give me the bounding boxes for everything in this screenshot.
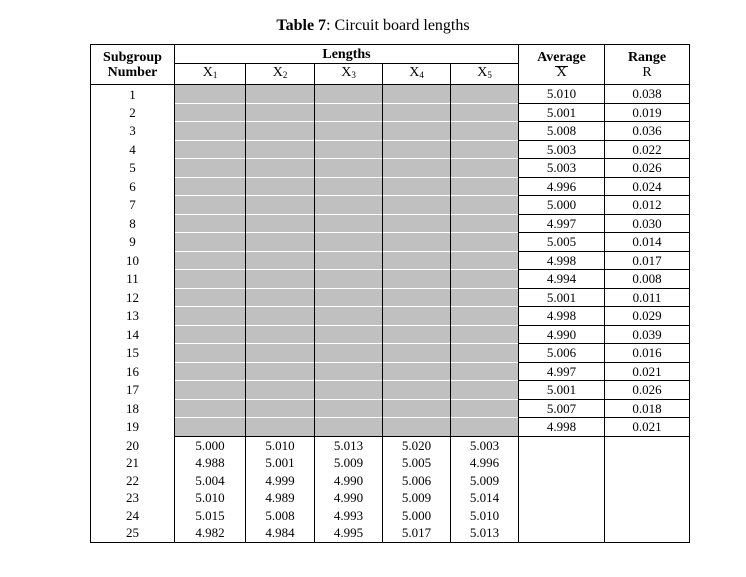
shaded-cell	[175, 251, 246, 270]
shaded-cell	[315, 307, 383, 326]
shaded-cell	[315, 177, 383, 196]
subgroup-number: 18	[91, 399, 175, 418]
shaded-cell	[246, 159, 315, 178]
shaded-cell	[315, 122, 383, 141]
shaded-cell	[246, 381, 315, 400]
shaded-cell	[315, 233, 383, 252]
average-value: 5.001	[519, 288, 605, 307]
shaded-cell	[315, 344, 383, 363]
table-row	[91, 177, 690, 196]
range-header: Range R	[605, 45, 690, 85]
shaded-cell	[451, 418, 519, 437]
shaded-cell	[315, 140, 383, 159]
circuit-board-table	[90, 44, 690, 543]
subgroup-number: 17	[91, 381, 175, 400]
average-value	[519, 489, 605, 507]
average-value: 4.998	[519, 307, 605, 326]
shaded-cell	[246, 122, 315, 141]
shaded-cell	[315, 288, 383, 307]
length-value: 4.989	[246, 489, 315, 507]
caption-label: Table 7	[276, 17, 327, 34]
table-row	[91, 524, 690, 542]
average-value: 4.998	[519, 418, 605, 437]
shaded-cell	[451, 251, 519, 270]
table-row	[91, 325, 690, 344]
length-value: 4.999	[246, 472, 315, 490]
range-value: 0.021	[605, 418, 690, 437]
average-value: 5.001	[519, 381, 605, 400]
shaded-cell	[246, 103, 315, 122]
average-value: 5.010	[519, 85, 605, 104]
length-value: 5.008	[246, 507, 315, 525]
shaded-cell	[175, 418, 246, 437]
range-value: 0.012	[605, 196, 690, 215]
shaded-cell	[383, 381, 451, 400]
shaded-cell	[246, 288, 315, 307]
average-value	[519, 436, 605, 454]
table-row	[91, 362, 690, 381]
shaded-cell	[175, 270, 246, 289]
shaded-cell	[175, 288, 246, 307]
range-value: 0.017	[605, 251, 690, 270]
average-value: 5.003	[519, 140, 605, 159]
shaded-cell	[175, 103, 246, 122]
shaded-cell	[451, 270, 519, 289]
shaded-cell	[315, 418, 383, 437]
length-value: 5.010	[246, 436, 315, 454]
range-value: 0.030	[605, 214, 690, 233]
length-value: 5.013	[451, 524, 519, 542]
shaded-cell	[246, 251, 315, 270]
table-row	[91, 288, 690, 307]
shaded-cell	[451, 140, 519, 159]
table-row	[91, 270, 690, 289]
length-value: 5.005	[383, 454, 451, 472]
table-row	[91, 140, 690, 159]
average-value	[519, 507, 605, 525]
table-row	[91, 418, 690, 437]
shaded-cell	[383, 196, 451, 215]
range-value: 0.038	[605, 85, 690, 104]
shaded-cell	[383, 214, 451, 233]
length-value: 4.984	[246, 524, 315, 542]
subgroup-number: 21	[91, 454, 175, 472]
range-value: 0.022	[605, 140, 690, 159]
average-value: 4.998	[519, 251, 605, 270]
shaded-cell	[175, 177, 246, 196]
average-value: 4.997	[519, 362, 605, 381]
table-row	[91, 251, 690, 270]
length-value: 5.000	[383, 507, 451, 525]
length-value: 5.010	[175, 489, 246, 507]
average-value: 4.996	[519, 177, 605, 196]
shaded-cell	[383, 399, 451, 418]
shaded-cell	[246, 362, 315, 381]
average-value: 5.003	[519, 159, 605, 178]
shaded-cell	[246, 399, 315, 418]
shaded-cell	[175, 307, 246, 326]
length-value: 5.009	[383, 489, 451, 507]
subgroup-number: 10	[91, 251, 175, 270]
length-value: 4.990	[315, 472, 383, 490]
shaded-cell	[315, 270, 383, 289]
table-row	[91, 489, 690, 507]
range-value: 0.024	[605, 177, 690, 196]
subgroup-number: 8	[91, 214, 175, 233]
length-value: 5.020	[383, 436, 451, 454]
shaded-cell	[175, 159, 246, 178]
subgroup-number: 19	[91, 418, 175, 437]
subgroup-number: 6	[91, 177, 175, 196]
table-row	[91, 159, 690, 178]
length-value: 5.013	[315, 436, 383, 454]
average-value: 4.994	[519, 270, 605, 289]
length-value: 4.996	[451, 454, 519, 472]
length-value: 5.004	[175, 472, 246, 490]
shaded-cell	[451, 288, 519, 307]
shaded-cell	[246, 214, 315, 233]
shaded-cell	[383, 325, 451, 344]
range-value: 0.018	[605, 399, 690, 418]
range-value: 0.026	[605, 159, 690, 178]
shaded-cell	[451, 307, 519, 326]
table-row	[91, 344, 690, 363]
shaded-cell	[451, 325, 519, 344]
range-value	[605, 454, 690, 472]
table-row	[91, 436, 690, 454]
shaded-cell	[451, 159, 519, 178]
shaded-cell	[246, 196, 315, 215]
length-value: 4.990	[315, 489, 383, 507]
length-value: 5.003	[451, 436, 519, 454]
table-row	[91, 472, 690, 490]
table-row	[91, 307, 690, 326]
subgroup-header: Subgroup Number	[91, 45, 175, 85]
shaded-cell	[383, 418, 451, 437]
range-value: 0.008	[605, 270, 690, 289]
x3-header: $X_3$	[315, 64, 383, 85]
shaded-cell	[246, 140, 315, 159]
shaded-cell	[315, 103, 383, 122]
table-row	[91, 196, 690, 215]
subgroup-number: 11	[91, 270, 175, 289]
range-value: 0.011	[605, 288, 690, 307]
shaded-cell	[315, 85, 383, 104]
range-value	[605, 524, 690, 542]
shaded-cell	[246, 325, 315, 344]
shaded-cell	[315, 159, 383, 178]
length-value: 4.995	[315, 524, 383, 542]
average-value: 5.001	[519, 103, 605, 122]
shaded-cell	[451, 399, 519, 418]
subgroup-number: 3	[91, 122, 175, 141]
x-bar-symbol: X	[556, 64, 567, 80]
range-value	[605, 489, 690, 507]
shaded-cell	[246, 344, 315, 363]
table-row	[91, 233, 690, 252]
subgroup-number: 13	[91, 307, 175, 326]
subgroup-number: 2	[91, 103, 175, 122]
table-row	[91, 122, 690, 141]
length-value: 5.015	[175, 507, 246, 525]
x4-header: $X_4$	[383, 64, 451, 85]
shaded-cell	[451, 103, 519, 122]
average-value: 5.000	[519, 196, 605, 215]
length-value: 5.009	[451, 472, 519, 490]
shaded-cell	[383, 177, 451, 196]
shaded-cell	[383, 362, 451, 381]
shaded-cell	[383, 159, 451, 178]
length-value: 4.993	[315, 507, 383, 525]
length-value: 5.010	[451, 507, 519, 525]
x2-header: $X_2$	[246, 64, 315, 85]
subgroup-number: 9	[91, 233, 175, 252]
table-row	[91, 454, 690, 472]
shaded-cell	[315, 214, 383, 233]
shaded-cell	[383, 122, 451, 141]
table-row	[91, 381, 690, 400]
range-value: 0.019	[605, 103, 690, 122]
subgroup-number: 16	[91, 362, 175, 381]
shaded-cell	[175, 85, 246, 104]
subgroup-number: 15	[91, 344, 175, 363]
length-value: 5.017	[383, 524, 451, 542]
shaded-cell	[383, 85, 451, 104]
table-caption	[0, 16, 746, 36]
shaded-cell	[451, 233, 519, 252]
average-value: 4.990	[519, 325, 605, 344]
shaded-cell	[315, 251, 383, 270]
table-row	[91, 103, 690, 122]
average-value: 5.005	[519, 233, 605, 252]
x1-header: $X_1$	[175, 64, 246, 85]
subgroup-number: 4	[91, 140, 175, 159]
subgroup-number: 23	[91, 489, 175, 507]
subgroup-number: 20	[91, 436, 175, 454]
length-value: 5.014	[451, 489, 519, 507]
lengths-header: Lengths	[175, 45, 519, 64]
shaded-cell	[175, 233, 246, 252]
shaded-cell	[246, 233, 315, 252]
shaded-cell	[246, 418, 315, 437]
shaded-cell	[451, 381, 519, 400]
shaded-cell	[315, 381, 383, 400]
shaded-cell	[315, 399, 383, 418]
shaded-cell	[175, 362, 246, 381]
shaded-cell	[451, 122, 519, 141]
length-value: 5.006	[383, 472, 451, 490]
shaded-cell	[451, 344, 519, 363]
shaded-cell	[383, 140, 451, 159]
shaded-cell	[451, 196, 519, 215]
subgroup-number: 24	[91, 507, 175, 525]
length-value: 5.001	[246, 454, 315, 472]
length-value: 5.009	[315, 454, 383, 472]
average-value: 4.997	[519, 214, 605, 233]
range-value: 0.014	[605, 233, 690, 252]
range-value	[605, 472, 690, 490]
shaded-cell	[315, 325, 383, 344]
shaded-cell	[451, 177, 519, 196]
shaded-cell	[315, 362, 383, 381]
shaded-cell	[175, 399, 246, 418]
length-value: 4.982	[175, 524, 246, 542]
subgroup-number: 14	[91, 325, 175, 344]
shaded-cell	[383, 307, 451, 326]
range-value: 0.039	[605, 325, 690, 344]
range-value: 0.029	[605, 307, 690, 326]
length-value: 4.988	[175, 454, 246, 472]
x5-header: $X_5$	[451, 64, 519, 85]
table-row	[91, 507, 690, 525]
average-value	[519, 454, 605, 472]
shaded-cell	[246, 85, 315, 104]
subgroup-number: 25	[91, 524, 175, 542]
shaded-cell	[175, 344, 246, 363]
shaded-cell	[315, 196, 383, 215]
average-value	[519, 524, 605, 542]
subgroup-number: 12	[91, 288, 175, 307]
shaded-cell	[383, 251, 451, 270]
range-value: 0.036	[605, 122, 690, 141]
shaded-cell	[383, 344, 451, 363]
range-value	[605, 436, 690, 454]
shaded-cell	[175, 214, 246, 233]
shaded-cell	[383, 233, 451, 252]
average-value: 5.008	[519, 122, 605, 141]
shaded-cell	[175, 122, 246, 141]
table-row	[91, 399, 690, 418]
shaded-cell	[383, 103, 451, 122]
range-value: 0.026	[605, 381, 690, 400]
table-row	[91, 214, 690, 233]
shaded-cell	[246, 307, 315, 326]
average-header: Average X	[519, 45, 605, 85]
shaded-cell	[451, 362, 519, 381]
shaded-cell	[246, 270, 315, 289]
length-value: 5.000	[175, 436, 246, 454]
shaded-cell	[383, 288, 451, 307]
subgroup-number: 22	[91, 472, 175, 490]
caption-text: : Circuit board lengths	[326, 17, 470, 34]
shaded-cell	[175, 196, 246, 215]
shaded-cell	[175, 140, 246, 159]
shaded-cell	[383, 270, 451, 289]
shaded-cell	[451, 214, 519, 233]
shaded-cell	[175, 381, 246, 400]
subgroup-number: 7	[91, 196, 175, 215]
range-value: 0.016	[605, 344, 690, 363]
average-value	[519, 472, 605, 490]
table-row	[91, 85, 690, 104]
average-value: 5.006	[519, 344, 605, 363]
subgroup-number: 5	[91, 159, 175, 178]
range-value: 0.021	[605, 362, 690, 381]
shaded-cell	[246, 177, 315, 196]
shaded-cell	[175, 325, 246, 344]
subgroup-number: 1	[91, 85, 175, 104]
shaded-cell	[451, 85, 519, 104]
range-value	[605, 507, 690, 525]
average-value: 5.007	[519, 399, 605, 418]
